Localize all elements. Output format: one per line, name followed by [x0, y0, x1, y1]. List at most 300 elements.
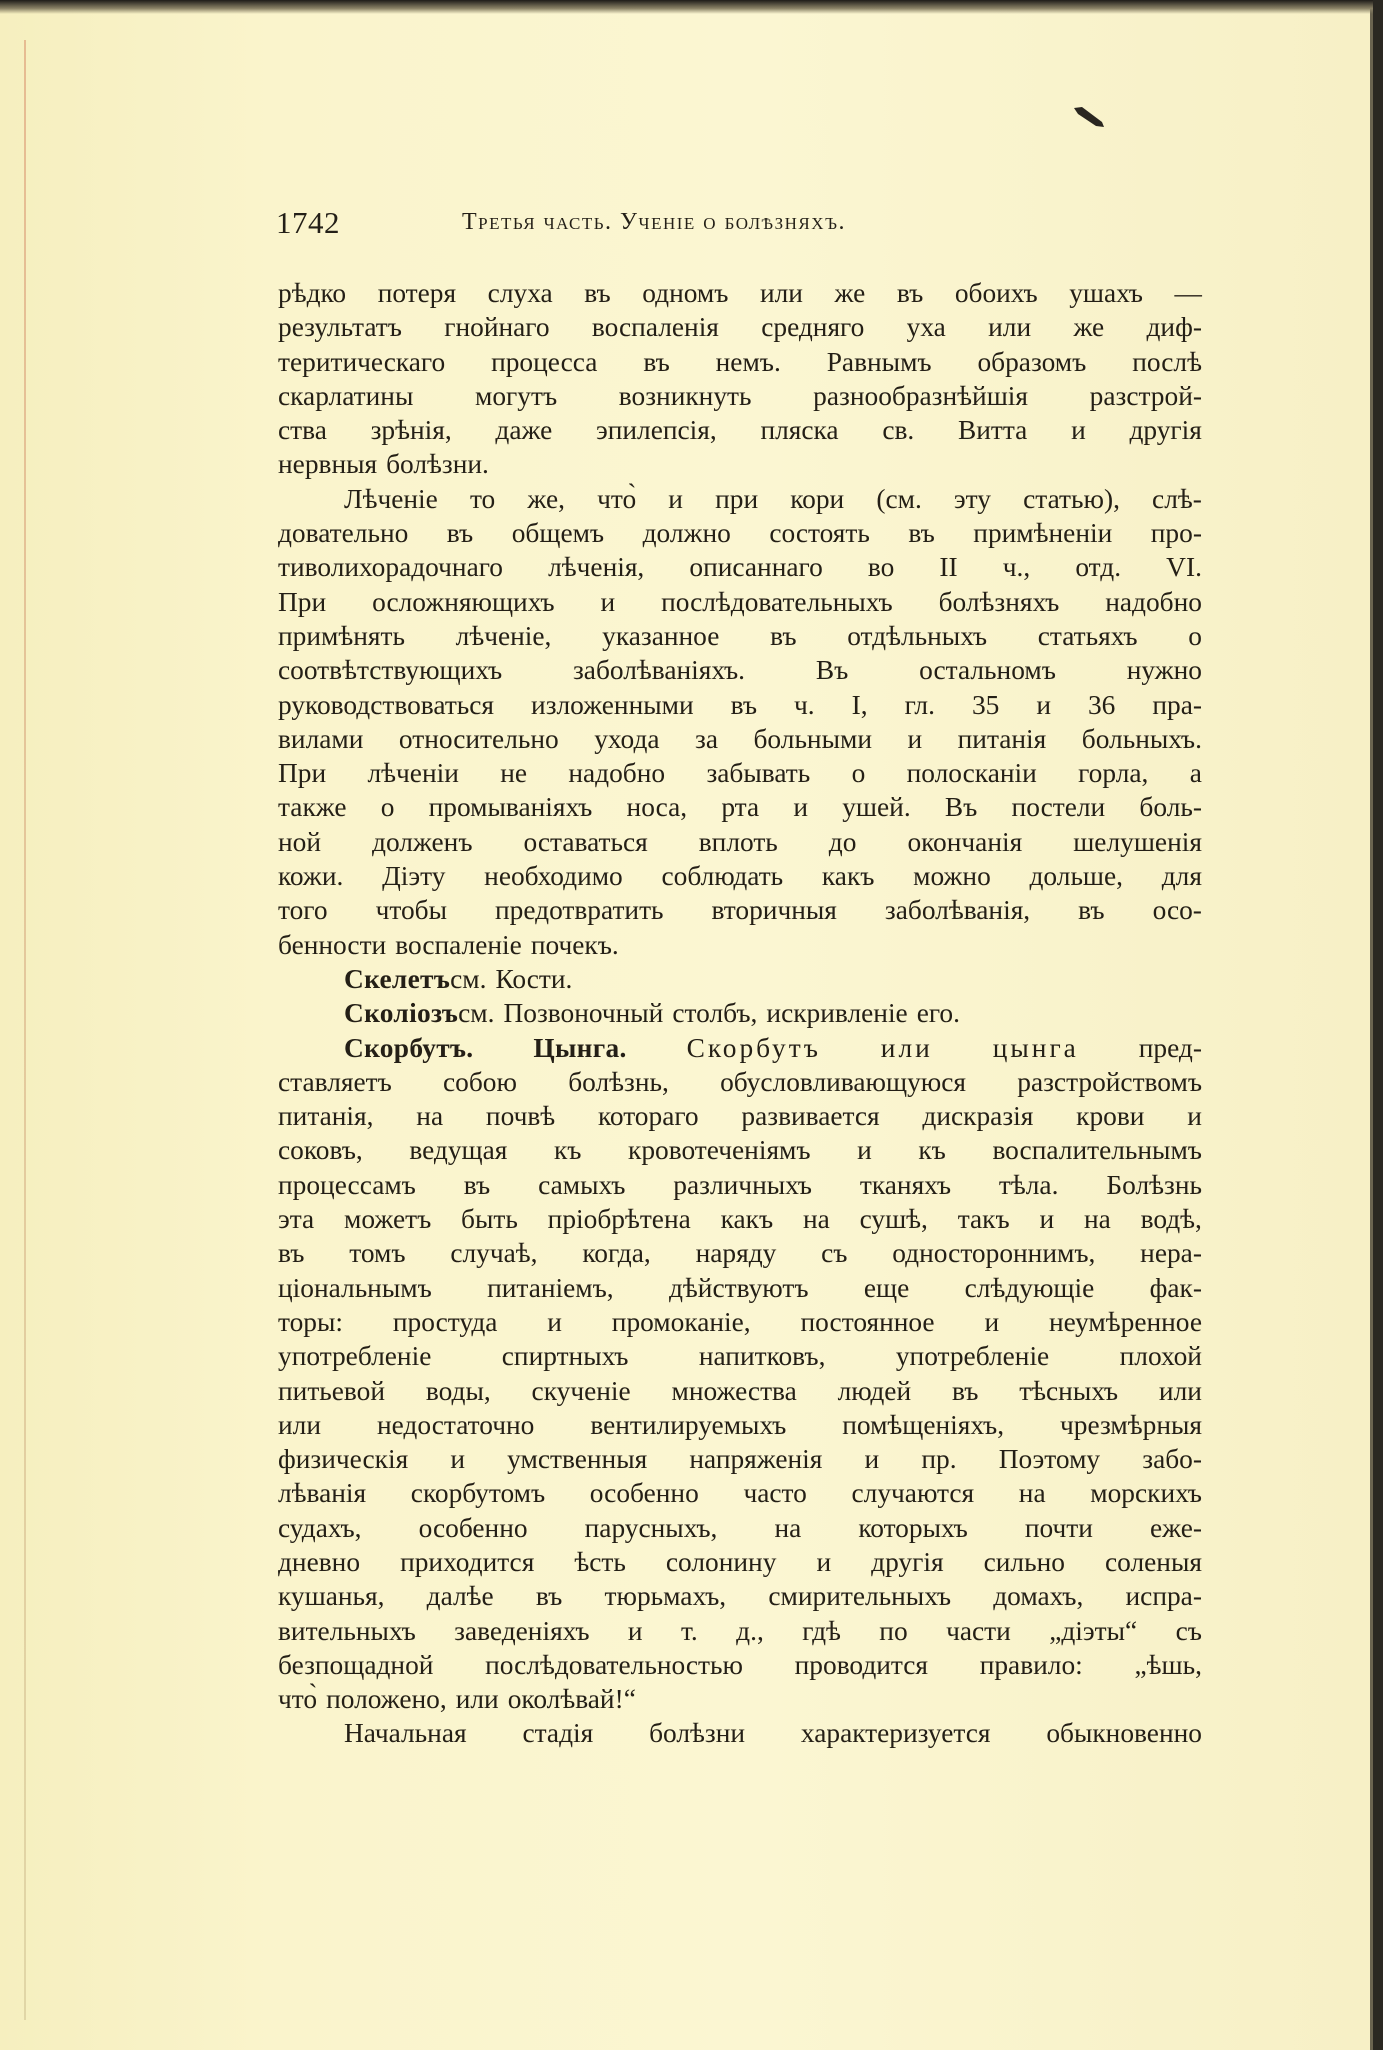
word: соблюдать [661, 861, 784, 892]
word: и [793, 792, 808, 823]
word: также [278, 792, 347, 823]
word: употребленіе [895, 1341, 1050, 1372]
word: относительно [398, 723, 559, 754]
word: скарлатины [278, 380, 414, 411]
word: надобно [1105, 586, 1202, 617]
word: пляска [760, 415, 839, 446]
word: почекъ. [530, 929, 619, 960]
word: его. [916, 998, 960, 1029]
word: эту [953, 483, 991, 514]
word: части [946, 1615, 1011, 1646]
word: дольше, [1029, 861, 1124, 892]
word: къ [918, 1135, 946, 1166]
word: парусныхъ, [584, 1512, 718, 1543]
word: диф- [1146, 312, 1202, 343]
word: стадія [522, 1718, 594, 1749]
word: различныхъ [673, 1169, 812, 1200]
word: другія [871, 1546, 944, 1577]
page-number: 1742 [276, 205, 340, 240]
word: до [828, 826, 857, 857]
word: напитковъ, [698, 1341, 826, 1372]
word: нужно [1126, 655, 1202, 686]
word: и [816, 1546, 832, 1577]
word: крови [1076, 1101, 1145, 1132]
word: проводится [794, 1649, 928, 1680]
word: во [867, 552, 895, 583]
text-line [278, 653, 1202, 687]
word: и [627, 1615, 643, 1646]
word: тканяхъ [859, 1169, 951, 1200]
word: результатъ [278, 312, 402, 343]
word: дѣйствуютъ [669, 1272, 809, 1303]
word: на [416, 1101, 444, 1132]
text-line [278, 310, 1202, 344]
word: положено, [326, 1684, 447, 1715]
word: должно [642, 518, 731, 549]
word: смирительныхъ [768, 1581, 952, 1612]
word: случаѣ, [450, 1238, 538, 1269]
word: на [774, 1512, 802, 1543]
word: отдѣльныхъ [847, 620, 988, 651]
word: постоянное [800, 1306, 935, 1337]
word: о [1188, 620, 1202, 651]
word: то [469, 483, 496, 514]
word: уха [906, 312, 946, 343]
word: статью), [1023, 483, 1120, 514]
entry-skelet [278, 962, 1202, 996]
word: окончанія [907, 826, 1023, 857]
word: т. [680, 1615, 698, 1646]
word: нера- [1140, 1238, 1202, 1269]
word: Витта [957, 415, 1028, 446]
word: VI. [1166, 552, 1202, 583]
word: вилами [278, 723, 364, 754]
word: долженъ [372, 826, 473, 857]
text-line [278, 1168, 1202, 1202]
word: въ [643, 346, 670, 377]
text-line [278, 516, 1202, 550]
word: простуда [392, 1306, 498, 1337]
text-line [278, 413, 1202, 447]
word: солонину [665, 1546, 777, 1577]
word: теритическаго [278, 346, 446, 377]
word: людей [837, 1375, 912, 1406]
word: Кости. [495, 963, 573, 994]
word: вторичныя [711, 895, 837, 926]
word: далѣе [426, 1581, 494, 1612]
word: о [380, 792, 395, 823]
word: цынга [992, 1032, 1079, 1063]
text-line [278, 1716, 1202, 1750]
text-line [278, 1133, 1202, 1167]
word: потеря [377, 278, 457, 308]
word: съ [1175, 1615, 1202, 1646]
text-line [278, 1271, 1202, 1305]
word: (см. [876, 483, 922, 514]
word: домахъ, [993, 1581, 1084, 1612]
word: и [864, 1444, 880, 1475]
word: и [1039, 1204, 1055, 1235]
word: общемъ [511, 518, 605, 549]
word: и [547, 1306, 562, 1337]
word: при [715, 483, 759, 514]
word: больными [753, 723, 872, 754]
word: напряженія [689, 1444, 823, 1475]
word: воды, [425, 1375, 491, 1406]
word: послѣдовательныхъ [661, 586, 893, 617]
word: Діэту [382, 861, 446, 892]
word: въ [463, 1169, 491, 1200]
word: боль- [1139, 792, 1202, 823]
word: эпилепсія, [595, 415, 717, 446]
word: на [1018, 1478, 1046, 1509]
text-line [278, 1648, 1202, 1682]
word: изложенными [531, 689, 694, 720]
text-line [278, 1065, 1202, 1099]
word: испра- [1125, 1581, 1202, 1612]
word: забывать [706, 758, 811, 789]
word: средняго [761, 312, 865, 343]
entry-skolioz [278, 996, 1202, 1030]
word: тѣсныхъ [1019, 1375, 1119, 1406]
word: При [278, 758, 327, 789]
running-title: Третья часть. Ученіе о болѣзняхъ. [462, 209, 846, 235]
word: соотвѣтствующихъ [278, 655, 503, 686]
word: и [1187, 1101, 1202, 1132]
word: слуха [487, 278, 553, 308]
word: остальномъ [919, 655, 1056, 686]
word: еже- [1149, 1512, 1202, 1543]
text-line [278, 1339, 1202, 1373]
word: оставаться [523, 826, 648, 857]
word: фак- [1149, 1272, 1202, 1303]
text-line [278, 1545, 1202, 1579]
word: воспаленія [591, 312, 719, 343]
word: пра- [1152, 689, 1202, 720]
text-line [278, 482, 1202, 516]
word: 36 [1087, 689, 1116, 720]
word: или [278, 1409, 321, 1440]
word: болѣзняхъ [938, 586, 1060, 617]
word: 35 [971, 689, 1000, 720]
word: ч. [794, 689, 815, 720]
word: въ [584, 278, 611, 308]
word: на [1083, 1204, 1111, 1235]
word: морскихъ [1090, 1478, 1202, 1509]
word: довательно [278, 518, 409, 549]
word: въ [1078, 895, 1105, 926]
text-line [278, 893, 1202, 927]
word: того [278, 895, 328, 926]
word: а [1189, 758, 1202, 789]
word: и [984, 1306, 1000, 1337]
word: умственныя [507, 1444, 648, 1475]
word: воспаленіе [395, 929, 522, 960]
text-line [278, 585, 1202, 619]
word: возникнуть [618, 380, 752, 411]
word: характеризуется [800, 1718, 991, 1749]
word: болѣзни. [386, 449, 489, 480]
word: ѣсть [574, 1546, 626, 1577]
word: въ [730, 689, 758, 720]
word: случаются [851, 1478, 975, 1509]
word: Позвоночный [503, 998, 664, 1029]
word: сушѣ, [859, 1204, 928, 1235]
word: быть [461, 1204, 518, 1235]
word: обоихъ [954, 278, 1038, 308]
word: почти [1024, 1512, 1093, 1543]
word: I, [851, 689, 868, 720]
text-line [278, 550, 1202, 584]
word: въ [908, 518, 935, 549]
word: гнойнаго [444, 312, 550, 343]
word: „ѣшь, [1134, 1649, 1202, 1680]
entry-headword: Скелетъ [344, 963, 451, 994]
text-line [278, 1511, 1202, 1545]
word: одномъ [642, 278, 729, 308]
word: надобно [568, 758, 666, 789]
text-line [278, 859, 1202, 893]
word: эта [278, 1204, 315, 1235]
word: отд. [1075, 552, 1122, 583]
word: пріобрѣтена [547, 1204, 691, 1235]
word: дневно [278, 1546, 361, 1577]
word: см. [450, 963, 487, 994]
text-line [278, 1476, 1202, 1510]
word: рѣдко [278, 278, 347, 308]
word: въ [278, 1238, 305, 1269]
scan-top-edge [0, 0, 1373, 14]
text-line [278, 1579, 1202, 1613]
word: указанное [602, 620, 720, 651]
word: гл. [904, 689, 935, 720]
word: и [857, 1135, 872, 1166]
word: воспалительнымъ [992, 1135, 1202, 1166]
word: недостаточно [376, 1409, 535, 1440]
text-line [278, 1236, 1202, 1270]
word: вплоть [698, 826, 778, 857]
word: какъ [821, 861, 875, 892]
word: собою [443, 1066, 517, 1097]
word: разнообразнѣйшія [813, 380, 1028, 411]
word: которыхъ [858, 1512, 968, 1543]
word: бенности [278, 929, 387, 960]
word: Начальная [344, 1718, 467, 1749]
word: II [939, 552, 958, 583]
word: ной [278, 826, 322, 857]
word: лѣванія [278, 1478, 367, 1509]
word: болѣзни [649, 1718, 746, 1749]
word: торы: [278, 1306, 344, 1337]
word: наряду [695, 1238, 777, 1269]
text-line [278, 790, 1202, 824]
word: ставляетъ [278, 1066, 392, 1097]
word: или [759, 278, 803, 308]
word: полосканіи [906, 758, 1037, 789]
word: самыхъ [538, 1169, 626, 1200]
word: соленыя [1104, 1546, 1202, 1577]
word: правило: [979, 1649, 1083, 1680]
word: искривленіе [766, 998, 908, 1029]
word: и [450, 1444, 466, 1475]
word: еще [863, 1272, 910, 1303]
word: лѣченія, [548, 552, 645, 583]
word: соковъ, [278, 1135, 363, 1166]
text-line [278, 1202, 1202, 1236]
word: состоять [769, 518, 870, 549]
word: множества [671, 1375, 797, 1406]
text-line [278, 619, 1202, 653]
word: примѣнять [278, 620, 405, 651]
word: чтобы [375, 895, 447, 926]
word: сильно [983, 1546, 1065, 1577]
word: въ [535, 1581, 563, 1612]
entry-skorbut [278, 1031, 1202, 1065]
word: д., [736, 1615, 764, 1646]
word: тюрьмахъ, [604, 1581, 727, 1612]
word: въ [951, 1375, 979, 1406]
word: или [1158, 1375, 1202, 1406]
word: за [695, 723, 719, 754]
word: можно [913, 861, 991, 892]
word: и [1036, 689, 1051, 720]
word: котораго [597, 1101, 699, 1132]
word: Въ [944, 792, 978, 823]
word: же [834, 278, 866, 308]
word: по [879, 1615, 908, 1646]
word: другія [1129, 415, 1202, 446]
word: обыкновенно [1046, 1718, 1202, 1749]
word: развивается [741, 1101, 880, 1132]
word: рта [721, 792, 760, 823]
word: почвѣ [485, 1101, 556, 1132]
word: заведеніяхъ [454, 1615, 590, 1646]
word: неумѣренное [1048, 1306, 1202, 1337]
ink-blot [1072, 104, 1106, 128]
word: особенно [418, 1512, 528, 1543]
word: Въ [815, 655, 849, 686]
text-line [278, 447, 1202, 481]
word: постели [1011, 792, 1106, 823]
word: При [278, 586, 327, 617]
word: больныхъ. [1081, 723, 1202, 754]
word: Лѣченіе [344, 483, 438, 514]
word: послѣдовательностью [485, 1649, 743, 1680]
text-line [278, 1374, 1202, 1408]
word: „діэты“ [1049, 1615, 1138, 1646]
word: тиволихорадочнаго [278, 552, 503, 583]
word: промываніяхъ [428, 792, 593, 823]
word: не [500, 758, 528, 789]
word: вентилируемыхъ [590, 1409, 787, 1440]
word: и [600, 586, 616, 617]
text-line [278, 1442, 1202, 1476]
text-line [278, 1305, 1202, 1339]
text-line [278, 276, 1202, 310]
word: съ [821, 1238, 848, 1269]
word: безпощадной [278, 1649, 434, 1680]
word: тѣла. [998, 1169, 1059, 1200]
word: болѣзнь, [568, 1066, 669, 1097]
word: пред- [1138, 1032, 1202, 1063]
word: скученіе [531, 1375, 631, 1406]
word: гдѣ [802, 1615, 841, 1646]
word: особенно [589, 1478, 699, 1509]
word: образомъ [977, 346, 1087, 377]
word: дискразія [922, 1101, 1034, 1132]
word: ства [278, 415, 327, 446]
word: приходится [400, 1546, 535, 1577]
word: какъ [720, 1204, 774, 1235]
word: въ [896, 278, 924, 308]
word: необходимо [484, 861, 623, 892]
word: ухода [594, 723, 660, 754]
word: плохой [1119, 1341, 1202, 1372]
word: ушей. [842, 792, 911, 823]
word: о [851, 758, 866, 789]
word: про- [1150, 518, 1202, 549]
text-line [278, 379, 1202, 413]
text-line [278, 1408, 1202, 1442]
word: Поэтому [998, 1444, 1101, 1475]
word: или [988, 312, 1032, 343]
word: осложняющихъ [372, 586, 555, 617]
word: или [880, 1032, 933, 1063]
word: руководствоваться [278, 689, 495, 720]
entry-headword: Сколіозъ [344, 998, 459, 1029]
word: и [1071, 415, 1086, 446]
word: заболѣванія, [884, 895, 1031, 926]
word: судахъ, [278, 1512, 362, 1543]
word: носа, [626, 792, 688, 823]
word: питанія [957, 723, 1047, 754]
word: св. [882, 415, 915, 446]
word: помѣщеніяхъ, [842, 1409, 1005, 1440]
word: послѣ [1132, 346, 1202, 377]
word: ведущая [409, 1135, 508, 1166]
entry-headword: Скорбутъ. [344, 1032, 474, 1063]
word: примѣненіи [973, 518, 1113, 549]
word: ч., [1002, 552, 1031, 583]
word: нервныя [278, 449, 378, 480]
word: спиртныхъ [501, 1341, 629, 1372]
word: см. [458, 998, 495, 1029]
page-header [276, 205, 1206, 249]
word: могутъ [475, 380, 558, 411]
word: въ [770, 620, 797, 651]
word: же [1073, 312, 1105, 343]
word: можетъ [344, 1204, 432, 1235]
text-line [278, 1682, 1202, 1716]
word: процессамъ [278, 1169, 416, 1200]
word: когда, [582, 1238, 651, 1269]
word: столбъ, [672, 998, 758, 1029]
word: что̀ [597, 483, 637, 514]
text-line [278, 722, 1202, 756]
word: физическія [278, 1444, 409, 1475]
word: питанія, [278, 1101, 374, 1132]
word: горла, [1078, 758, 1149, 789]
word: одностороннимъ, [892, 1238, 1096, 1269]
word: околѣвай!“ [507, 1684, 636, 1715]
word: кожи. [278, 861, 344, 892]
word: кушанья, [278, 1581, 385, 1612]
word: разстрой- [1089, 380, 1202, 411]
word: шелушенія [1073, 826, 1202, 857]
word: статьяхъ [1037, 620, 1138, 651]
word: скорбутомъ [410, 1478, 546, 1509]
word: Равнымъ [826, 346, 932, 377]
